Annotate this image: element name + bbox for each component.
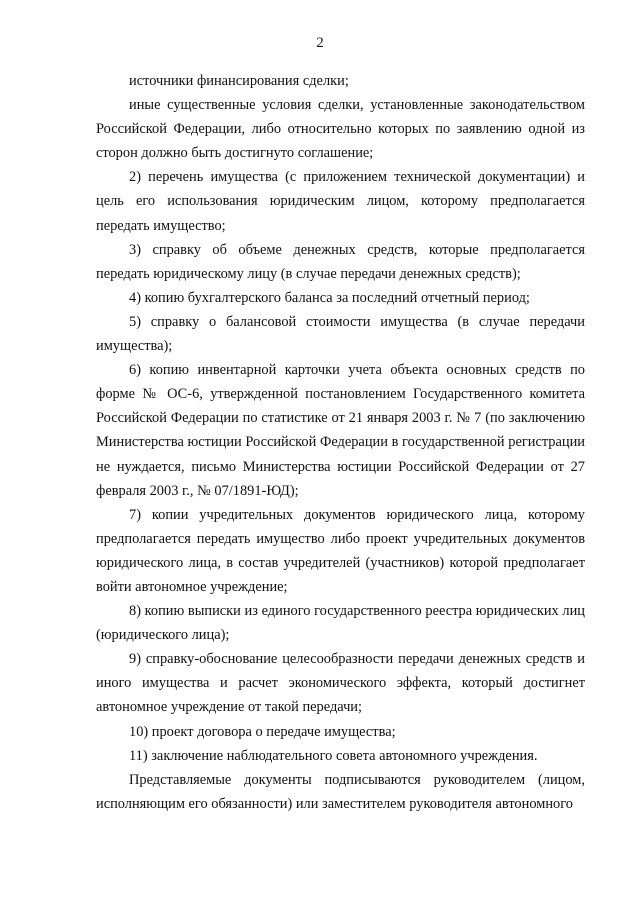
paragraph-item-7: 7) копии учредительных документов юридического лица, которому предполагается передать имущество либо проект учредительных документов юридического лица, в состав учредителей (участников) которой предполагает войти автономное учреждение;	[96, 506, 585, 595]
paragraph-item-2: 2) перечень имущества (с приложением технической документации) и цель его использования юридическим лицом, которому предполагается передать имущество;	[96, 169, 585, 234]
document-body	[96, 69, 585, 816]
paragraph-item-6: 6) копию инвентарной карточки учета объекта основных средств по форме № ОС-6, утвержденной постановлением Государственного комитета Российской Федерации по статистике от 21 января 2003 г. № 7 (по заключению Министерства юстиции Российской Федерации в государственной регистрации не нуждается, письмо Министерства юстиции Российской Федерации от 27 февраля 2003 г., № 07/1891-ЮД);	[96, 362, 585, 499]
page-number: 2	[316, 35, 324, 51]
paragraph-item-9: 9) справку-обоснование целесообразности передачи денежных средств и иного имущества и расчет экономического эффекта, который достигнет автономное учреждение от такой передачи;	[96, 651, 585, 716]
paragraph-item-5: 5) справку о балансовой стоимости имущества (в случае передачи имущества);	[96, 313, 585, 355]
paragraph-item-3: 3) справку об объеме денежных средств, которые предполагается передать юридическому лицу (в случае передачи денежных средств);	[96, 241, 585, 282]
paragraph-item-8: 8) копию выписки из единого государственного реестра юридических лиц (юридического лица);	[96, 603, 585, 644]
paragraph-financing-sources: источники финансирования сделки;	[129, 73, 349, 89]
paragraph-item-11: 11) заключение наблюдательного совета автономного учреждения.	[129, 747, 538, 764]
paragraph-item-4: 4) копию бухгалтерского баланса за последний отчетный период;	[129, 289, 530, 306]
paragraph-item-10: 10) проект договора о передаче имущества;	[129, 723, 396, 740]
paragraph-other-conditions: иные существенные условия сделки, установленные законодательством Российской Федерации, либо относительно которых по заявлению одной из сторон должно быть достигнуто соглашение;	[96, 97, 585, 162]
paragraph-signing: Представляемые документы подписываются руководителем (лицом, исполняющим его обязанности) или заместителем руководителя автономного	[96, 771, 585, 812]
